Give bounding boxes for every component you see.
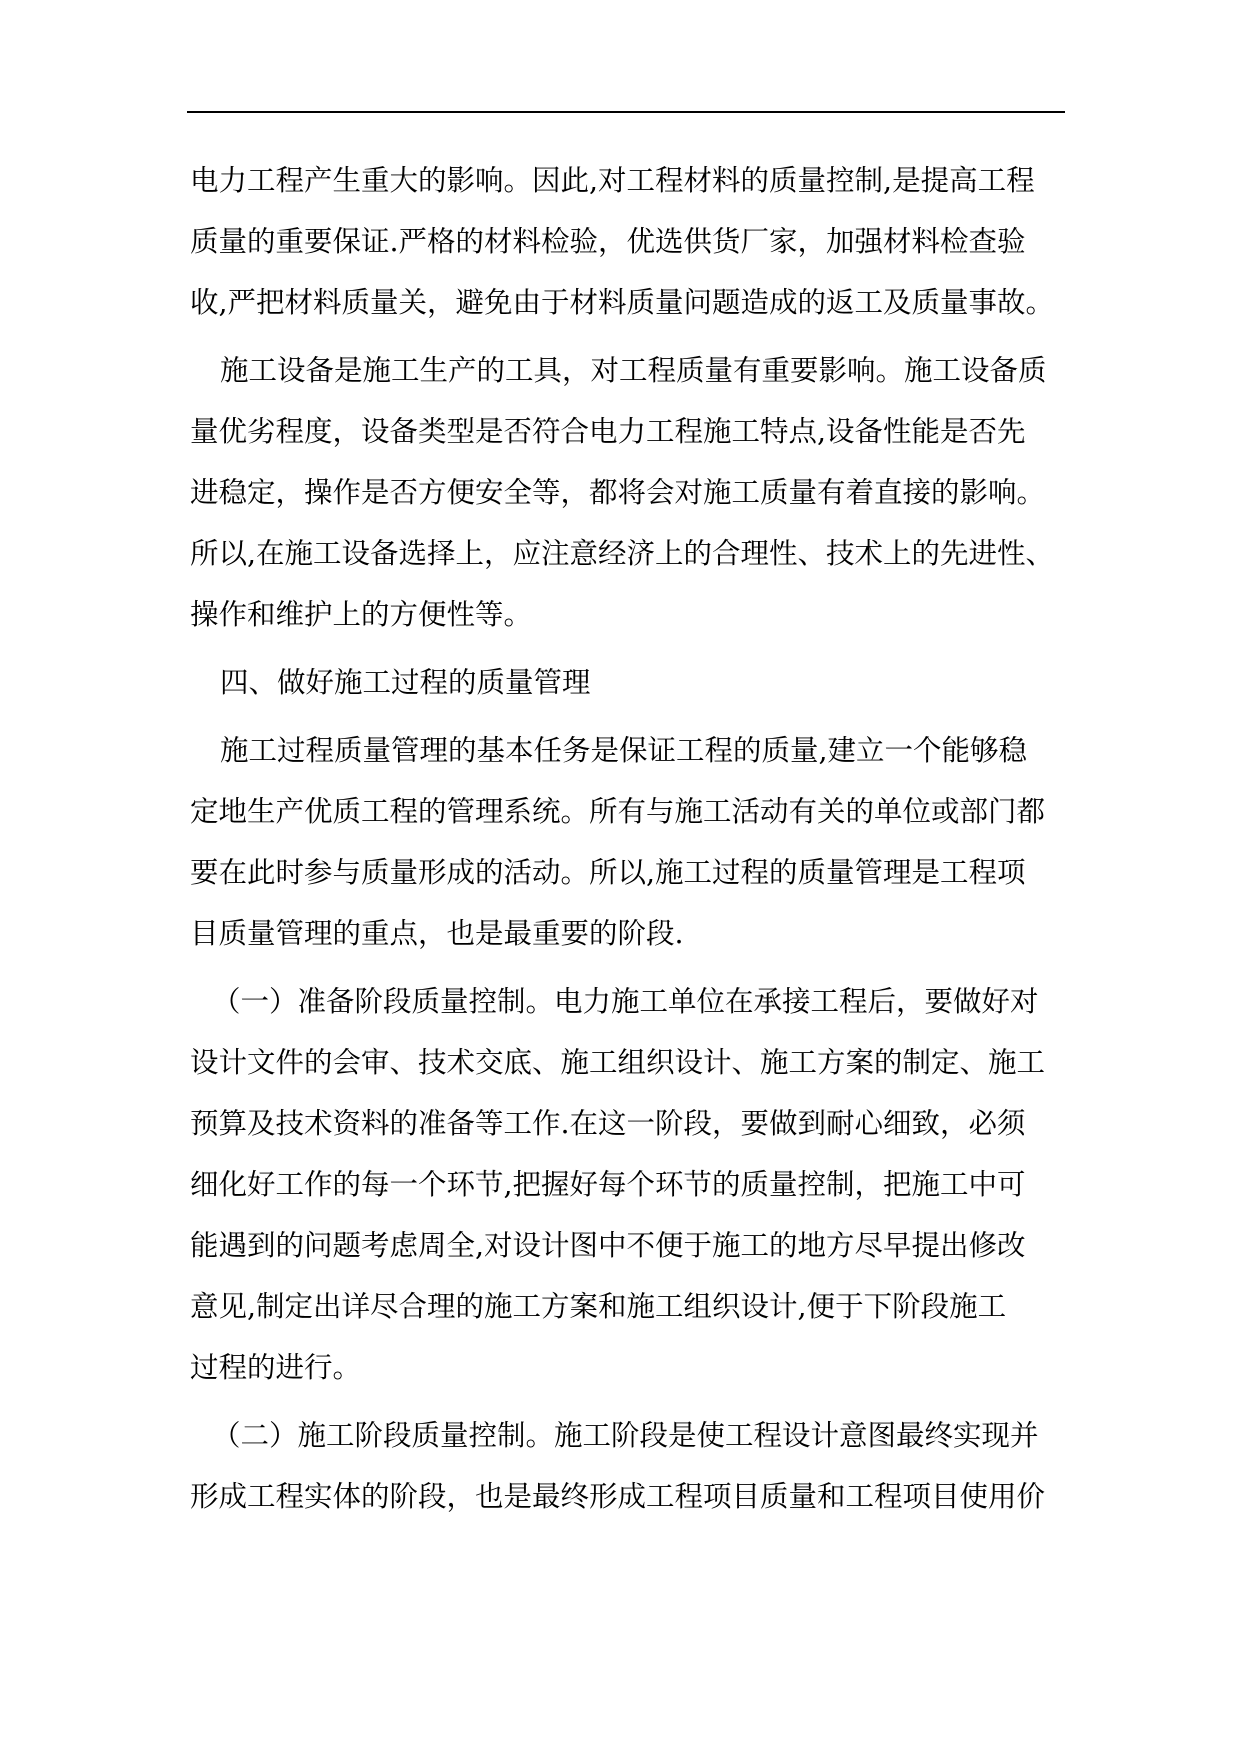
paragraph-construction-stage <box>190 1405 1066 1527</box>
text-line: 细化好工作的每一个环节,把握好每个环节的质量控制，把施工中可 <box>190 1168 1026 1201</box>
heading-text: 四、做好施工过程的质量管理 <box>220 666 591 699</box>
text-line: 预算及技术资料的准备等工作.在这一阶段，要做到耐心细致，必须 <box>190 1107 1026 1140</box>
text-line: 要在此时参与质量形成的活动。所以,施工过程的质量管理是工程项 <box>190 856 1026 889</box>
text-line: 收,严把材料质量关，避免由于材料质量问题造成的返工及质量事故。 <box>190 286 1055 319</box>
text-line: 质量的重要保证.严格的材料检验，优选供货厂家，加强材料检查验 <box>190 225 1026 258</box>
text-line: 所以,在施工设备选择上，应注意经济上的合理性、技术上的先进性、 <box>190 537 1055 570</box>
text-line: 形成工程实体的阶段，也是最终形成工程项目质量和工程项目使用价 <box>190 1480 1046 1513</box>
text-line: 电力工程产生重大的影响。因此,对工程材料的质量控制,是提高工程 <box>190 164 1035 197</box>
text-line: 过程的进行。 <box>190 1351 362 1384</box>
text-line: 目质量管理的重点，也是最重要的阶段. <box>190 917 684 950</box>
section-heading <box>190 652 1066 713</box>
text-line: 操作和维护上的方便性等。 <box>190 598 533 631</box>
text-line: 量优劣程度，设备类型是否符合电力工程施工特点,设备性能是否先 <box>190 415 1026 448</box>
paragraph-process-management <box>190 720 1066 964</box>
text-line: （二）施工阶段质量控制。施工阶段是使工程设计意图最终实现并 <box>212 1419 1039 1452</box>
text-line: 设计文件的会审、技术交底、施工组织设计、施工方案的制定、施工 <box>190 1046 1046 1079</box>
text-line: 进稳定，操作是否方便安全等，都将会对施工质量有着直接的影响。 <box>190 476 1046 509</box>
text-line: 意见,制定出详尽合理的施工方案和施工组织设计,便于下阶段施工 <box>190 1290 1007 1323</box>
document-body <box>190 150 1066 1527</box>
text-line: 施工过程质量管理的基本任务是保证工程的质量,建立一个能够稳 <box>220 734 1028 767</box>
paragraph-construction-equipment <box>190 340 1066 645</box>
paragraph-preparation-stage <box>190 971 1066 1398</box>
text-line: 能遇到的问题考虑周全,对设计图中不便于施工的地方尽早提出修改 <box>190 1229 1026 1262</box>
paragraph-material-quality <box>190 150 1066 333</box>
header-rule <box>187 111 1065 113</box>
text-line: （一）准备阶段质量控制。电力施工单位在承接工程后，要做好对 <box>212 985 1039 1018</box>
text-line: 施工设备是施工生产的工具，对工程质量有重要影响。施工设备质 <box>220 354 1047 387</box>
text-line: 定地生产优质工程的管理系统。所有与施工活动有关的单位或部门都 <box>190 795 1046 828</box>
